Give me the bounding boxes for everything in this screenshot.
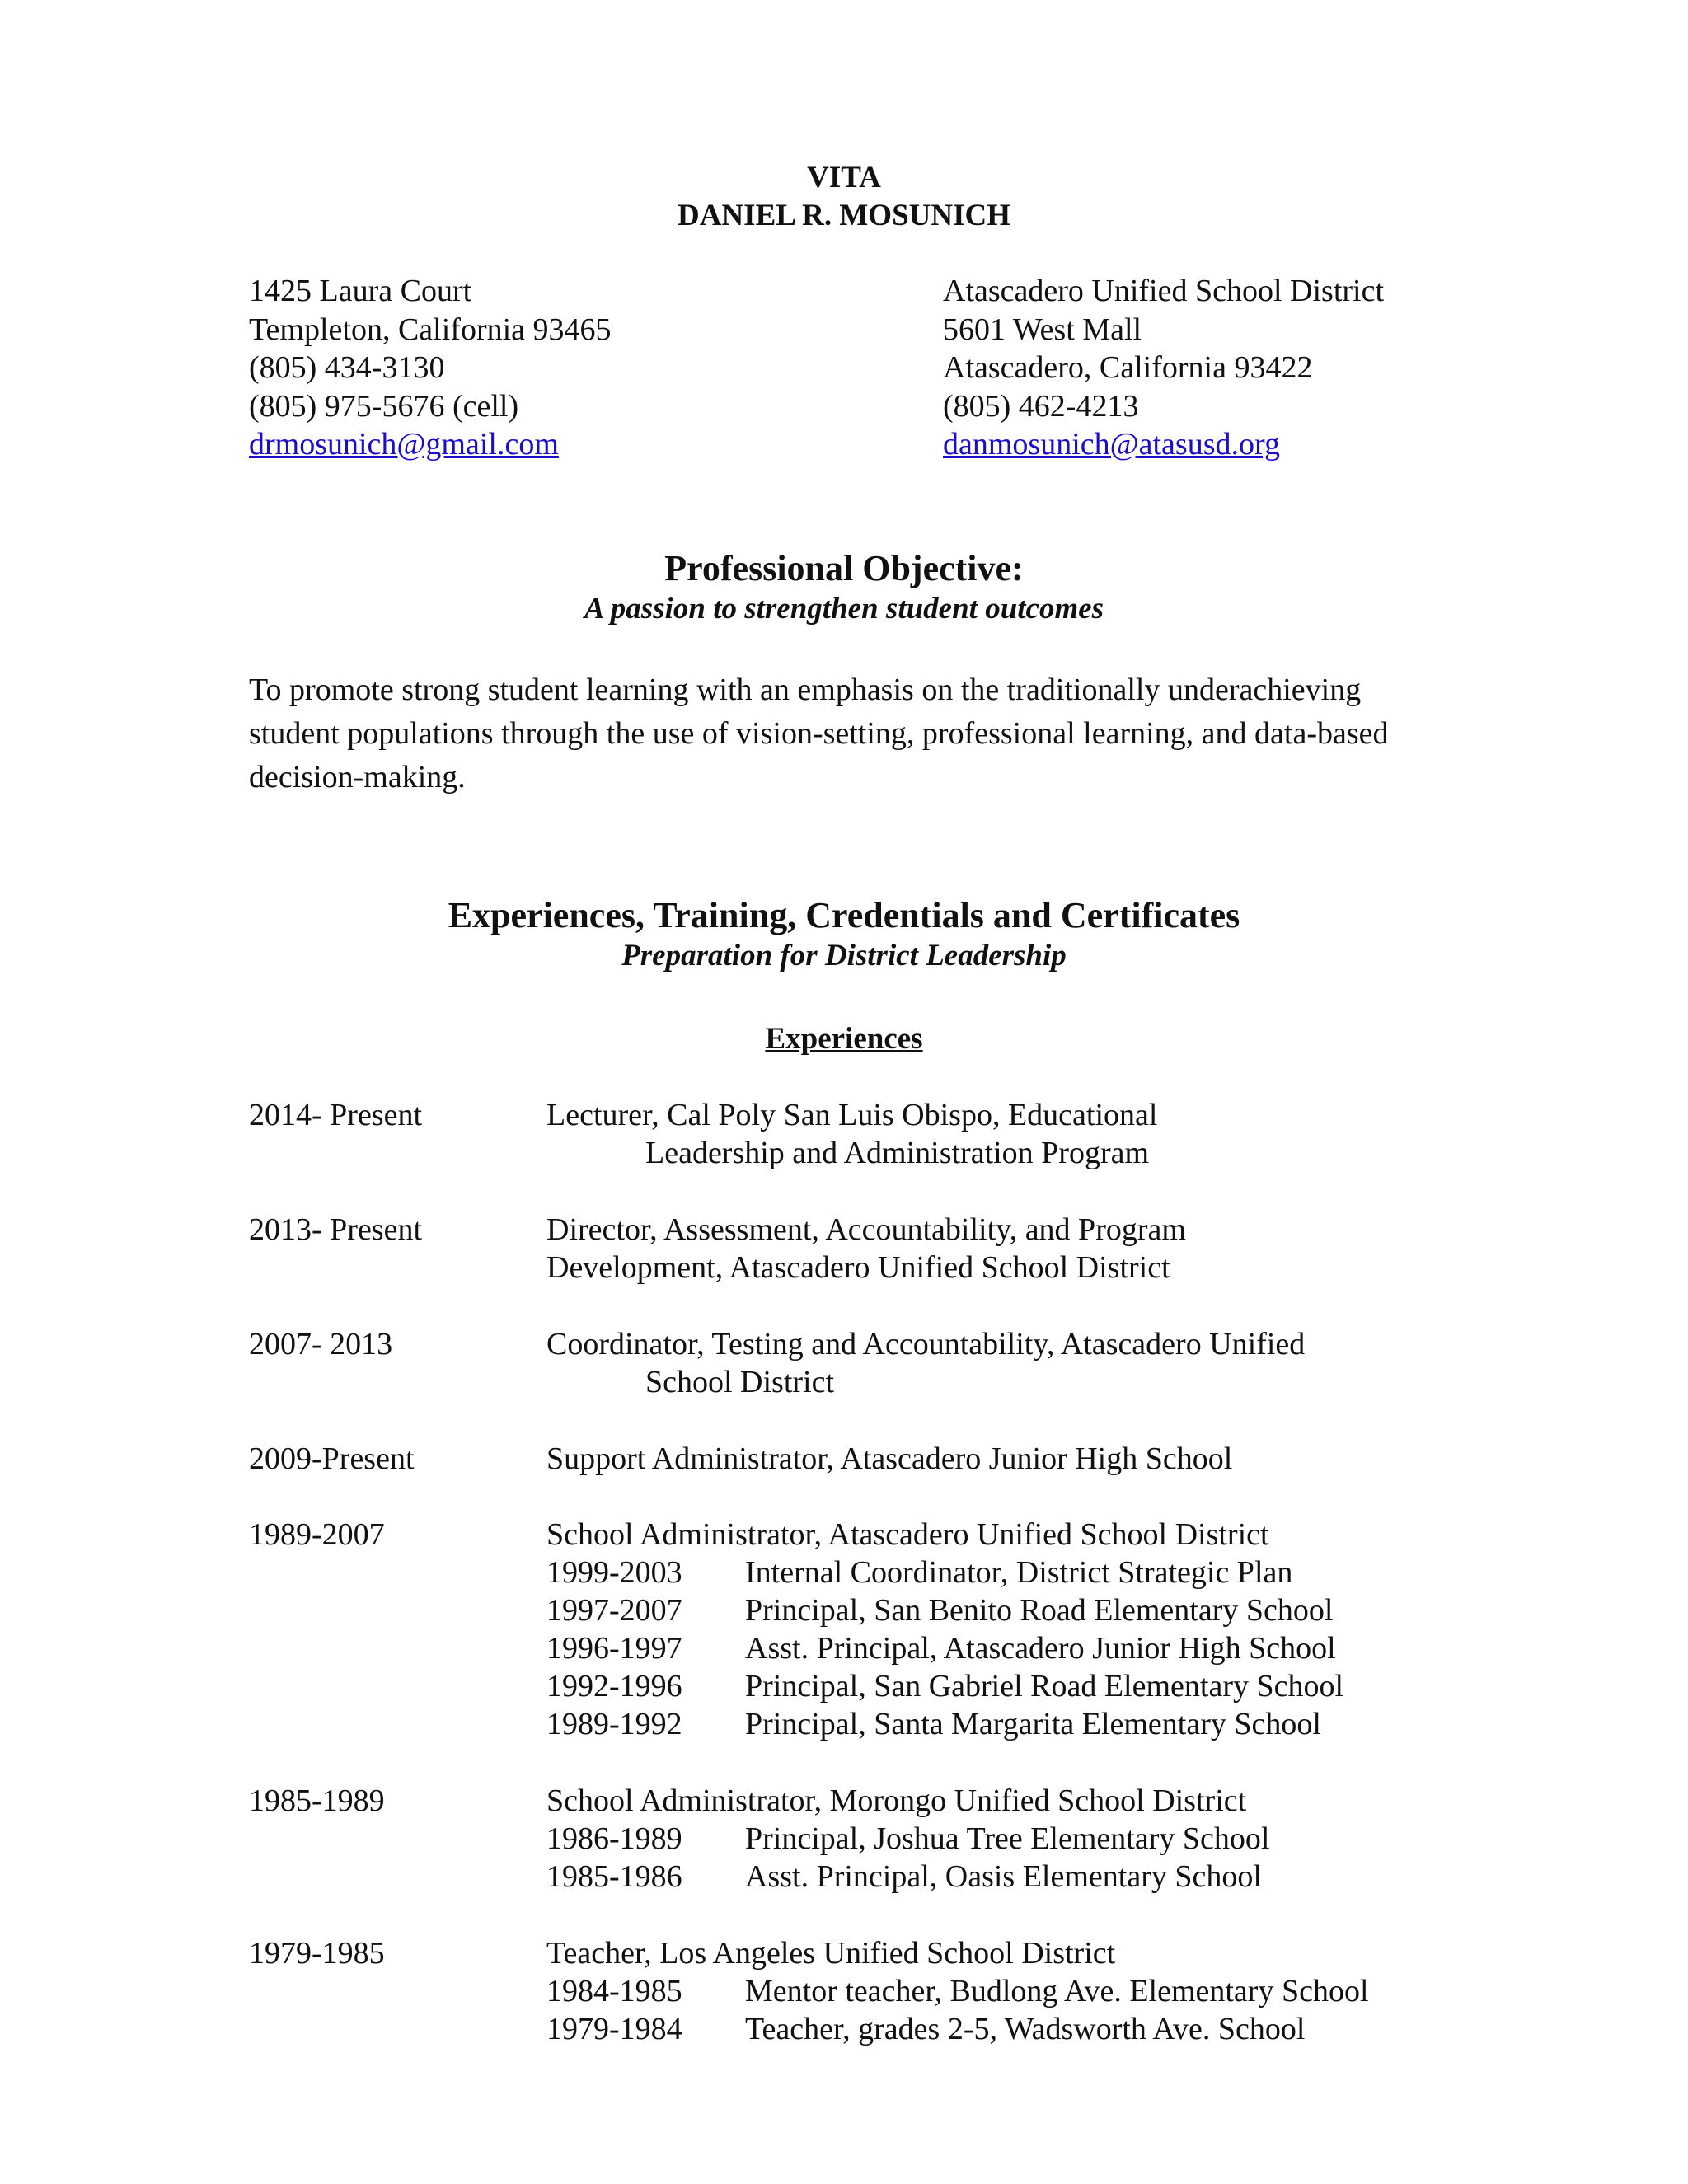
sub-position-title: Principal, San Gabriel Road Elementary School <box>745 1669 1344 1704</box>
experience-title: Lecturer, Cal Poly San Luis Obispo, Educational <box>546 1098 1158 1132</box>
objective-heading: Professional Objective: <box>664 548 1024 588</box>
sub-position-title: Principal, Joshua Tree Elementary School <box>745 1821 1270 1856</box>
work-email-link[interactable]: danmosunich@atasusd.org <box>943 427 1280 462</box>
sub-position-date: 1986-1989 <box>546 1821 682 1856</box>
experience-date: 1985-1989 <box>249 1783 385 1818</box>
experience-date: 1989-2007 <box>249 1517 385 1552</box>
sub-position-title: Teacher, grades 2-5, Wadsworth Ave. School <box>745 2012 1306 2046</box>
experience-date: 2013- Present <box>249 1212 423 1247</box>
sub-position-title: Principal, Santa Margarita Elementary School <box>745 1707 1321 1741</box>
contact-work <box>943 272 1384 464</box>
work-phone: (805) 462-4213 <box>943 388 1139 424</box>
experience-date: 1979-1985 <box>249 1936 385 1971</box>
sub-position-title: Asst. Principal, Oasis Elementary School <box>745 1859 1262 1894</box>
experience-title: Coordinator, Testing and Accountability, Atascadero Unified <box>546 1327 1306 1361</box>
sub-position-date: 1979-1984 <box>546 2012 682 2046</box>
experience-date: 2007- 2013 <box>249 1327 393 1361</box>
sub-position-date: 1992-1996 <box>546 1669 682 1704</box>
sub-position-title: Asst. Principal, Atascadero Junior High School <box>745 1631 1336 1666</box>
contact-home <box>249 272 612 464</box>
work-street: 5601 West Mall <box>943 312 1142 347</box>
home-street: 1425 Laura Court <box>249 274 472 308</box>
experience-title: Teacher, Los Angeles Unified School District <box>546 1936 1116 1971</box>
experiences-heading: Experiences <box>765 1022 923 1056</box>
experience-title: Support Administrator, Atascadero Junior High School <box>546 1441 1233 1476</box>
document-title: VITA <box>807 161 881 194</box>
experience-date: 2014- Present <box>249 1098 423 1132</box>
cell-phone: (805) 975-5676 (cell) <box>249 388 519 424</box>
sub-position-date: 1984-1985 <box>546 1974 682 2008</box>
objective-subheading: A passion to strengthen student outcomes <box>584 592 1104 626</box>
experience-title-cont: Leadership and Administration Program <box>645 1136 1150 1170</box>
sub-position-date: 1989-1992 <box>546 1707 682 1741</box>
experience-title: Director, Assessment, Accountability, and Program <box>546 1212 1186 1247</box>
experience-title: School Administrator, Atascadero Unified School District <box>546 1517 1269 1552</box>
sub-position-date: 1997-2007 <box>546 1593 682 1628</box>
personal-email-link[interactable]: drmosunich@gmail.com <box>249 427 559 462</box>
sub-position-title: Internal Coordinator, District Strategic Plan <box>745 1555 1293 1590</box>
experience-date: 2009-Present <box>249 1441 415 1476</box>
experience-title: School Administrator, Morongo Unified School District <box>546 1783 1247 1818</box>
person-name: DANIEL R. MOSUNICH <box>678 199 1010 232</box>
home-phone: (805) 434-3130 <box>249 350 445 385</box>
home-city: Templeton, California 93465 <box>249 312 612 347</box>
work-city: Atascadero, California 93422 <box>943 350 1313 385</box>
sub-position-date: 1985-1986 <box>546 1859 682 1894</box>
objective-body: To promote strong student learning with an emphasis on the traditionally underachieving student populations through the use of vision-setting, professional learning, and data-based decision-making. <box>249 673 1389 794</box>
sub-position-title: Mentor teacher, Budlong Ave. Elementary School <box>745 1974 1369 2008</box>
sub-position-date: 1996-1997 <box>546 1631 682 1666</box>
experience-title-cont: Development, Atascadero Unified School District <box>546 1250 1170 1285</box>
experience-section-heading: Experiences, Training, Credentials and Certificates <box>448 895 1240 935</box>
sub-position-date: 1999-2003 <box>546 1555 682 1590</box>
experience-title-cont: School District <box>645 1365 835 1399</box>
experience-section-subheading: Preparation for District Leadership <box>621 939 1067 972</box>
work-org: Atascadero Unified School District <box>943 274 1385 308</box>
sub-position-title: Principal, San Benito Road Elementary School <box>745 1593 1334 1628</box>
